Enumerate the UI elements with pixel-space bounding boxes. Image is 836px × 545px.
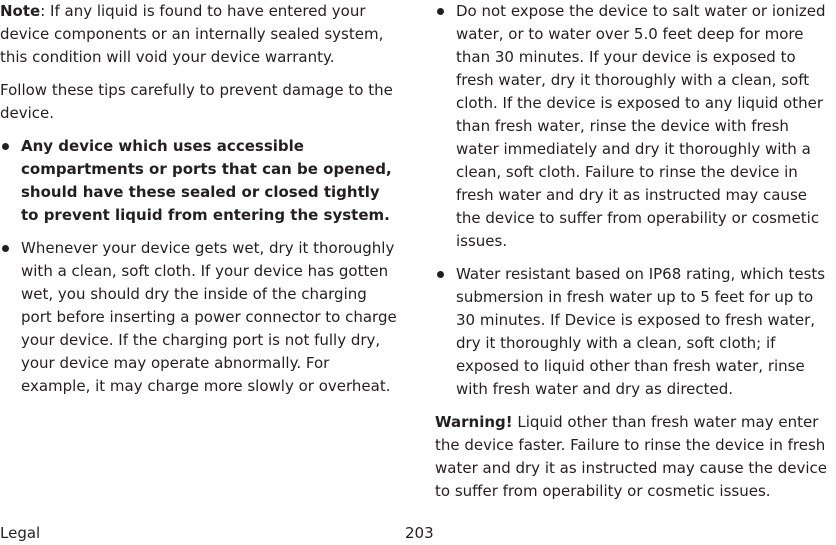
right-column: [435, 0, 836, 503]
bullet-icon: [2, 143, 9, 150]
left-column: [0, 0, 402, 408]
bullet-text: Any device which uses accessible compartments or ports that can be opened, should have these sealed or closed tightly to prevent liquid from entering the system.: [21, 137, 392, 224]
page-number: 203: [405, 524, 434, 542]
note-label: Note: [0, 2, 41, 20]
footer-section-label: Legal: [0, 524, 41, 542]
list-item: [0, 237, 402, 398]
bullet-text: Water resistant based on IP68 rating, which tests submersion in fresh water up to 5 feet for up to 30 minutes. If Device is exposed to fresh water, dry it thoroughly with a clean, soft cloth; if exposed to liquid other than fresh water, rinse with fresh water and dry as directed.: [456, 265, 826, 398]
right-bullet-list: [435, 0, 836, 401]
list-item: [435, 0, 836, 253]
bullet-icon: [2, 245, 9, 252]
bullet-icon: [437, 271, 444, 278]
bullet-icon: [437, 8, 444, 15]
left-bullet-list: [0, 135, 402, 398]
bullet-text: Whenever your device gets wet, dry it thoroughly with a clean, soft cloth. If your device has gotten wet, you should dry the inside of the charging port before inserting a power connector to charge your device. If the charging port is not fully dry, your device may operate abnormally. For example, it may charge more slowly or overheat.: [21, 239, 397, 395]
list-item: [0, 135, 402, 227]
tips-intro: Follow these tips carefully to prevent damage to the device.: [0, 81, 393, 122]
warning-label: Warning!: [435, 413, 513, 431]
note-text: : If any liquid is found to have entered your device components or an internally sealed system, this condition will void your device warranty.: [0, 2, 384, 66]
note-paragraph: [0, 0, 402, 69]
warning-paragraph: [435, 411, 836, 503]
list-item: [435, 263, 836, 401]
warning-text: Liquid other than fresh water may enter the device faster. Failure to rinse the device in fresh water and dry it as instructed may cause the device to suffer from operability or cosmetic issues.: [435, 413, 827, 500]
bullet-text: Do not expose the device to salt water or ionized water, or to water over 5.0 feet deep for more than 30 minutes. If your device is exposed to fresh water, dry it thoroughly with a clean, soft cloth. If the device is exposed to any liquid other than fresh water, rinse the device with fresh water immediately and dry it thoroughly with a clean, soft cloth. Failure to rinse the device in fresh water and dry it as instructed may cause the device to suffer from operability or cosmetic issues.: [456, 2, 826, 250]
